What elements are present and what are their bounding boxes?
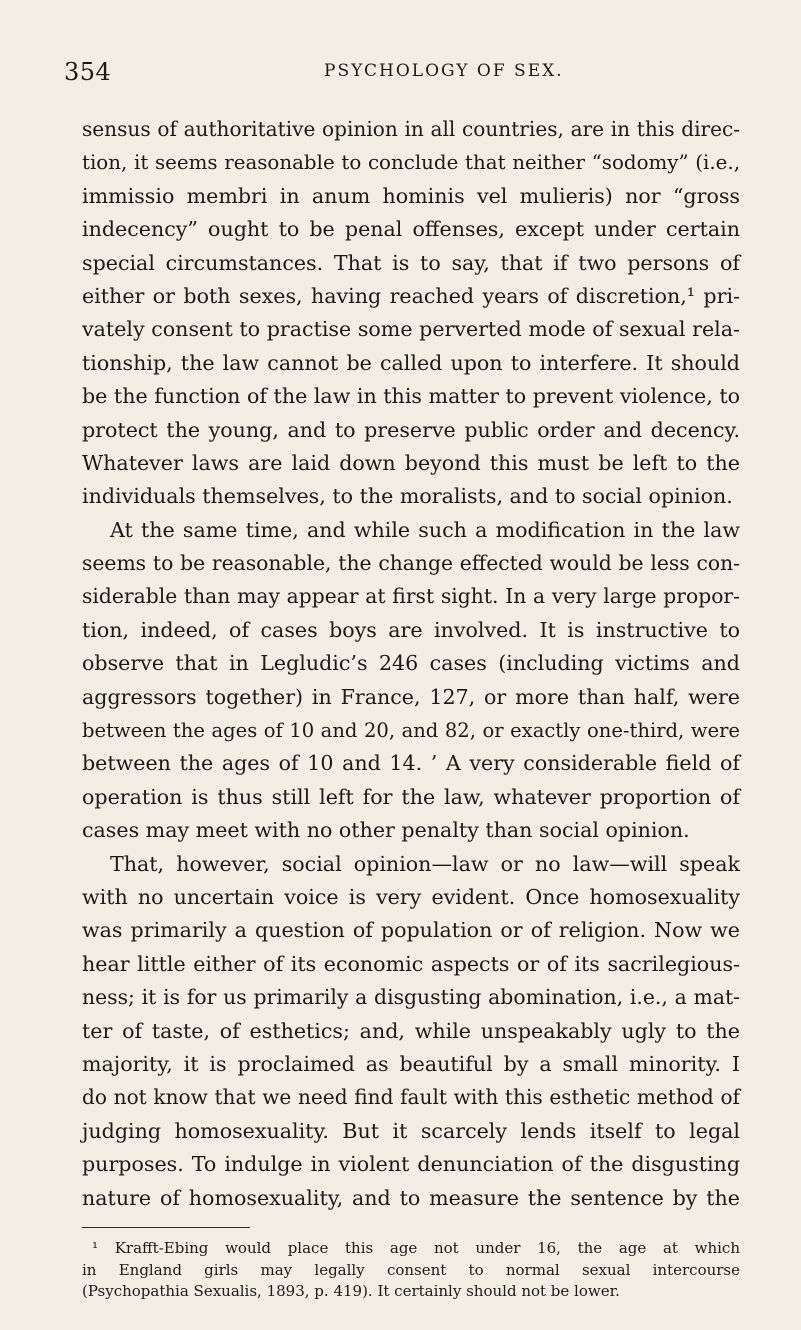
text-line: immissio membri in anum hominis vel mulieris) nor “gross: [82, 183, 740, 208]
text-line: seems to be reasonable, the change effected would be less con-: [82, 551, 740, 576]
text-line: ness; it is for us primarily a disgusting abomination, i.e., a mat-: [82, 985, 740, 1010]
footnote-line: ¹ Krafft-Ebing would place this age not under 16, the age at which: [92, 1239, 740, 1257]
text-line: do not know that we need find fault with this esthetic method of: [82, 1085, 740, 1110]
text-line: with no uncertain voice is very evident. Once homosexuality: [82, 884, 740, 909]
text-line: aggressors together) in France, 127, or more than half, were: [82, 684, 740, 709]
text-line: purposes. To indulge in violent denunciation of the disgusting: [82, 1152, 740, 1177]
paragraph-start: That, however, social opinion—law or no law—will speak: [110, 851, 740, 876]
text-line: Whatever laws are laid down beyond this must be left to the: [82, 450, 740, 475]
footnote-line: in England girls may legally consent to normal sexual intercourse: [82, 1260, 740, 1279]
text-line: hear little either of its economic aspects or of its sacrilegious-: [82, 951, 740, 976]
text-line: tionship, the law cannot be called upon to interfere. It should: [82, 350, 740, 375]
text-line: indecency” ought to be penal offenses, except under certain: [82, 217, 740, 242]
footnote-line: (Psychopathia Sexualis, 1893, p. 419). It certainly should not be lower.: [82, 1282, 620, 1300]
text-line: ter of taste, of esthetics; and, while unspeakably ugly to the: [82, 1018, 740, 1043]
text-line: between the ages of 10 and 20, and 82, or exactly one-third, were: [82, 719, 740, 743]
text-line: siderable than may appear at first sight. In a very large propor-: [82, 584, 740, 609]
text-line: protect the young, and to preserve public order and decency.: [82, 417, 740, 442]
running-title: PSYCHOLOGY OF SEX.: [324, 61, 564, 81]
footnote-divider: [82, 1227, 250, 1228]
text-line: operation is thus still left for the law, whatever proportion of: [82, 784, 740, 809]
text-line: either or both sexes, having reached years of discretion,¹ pri-: [82, 283, 740, 308]
paragraph-start: At the same time, and while such a modification in the law: [110, 517, 740, 542]
text-line: individuals themselves, to the moralists, and to social opinion.: [82, 484, 733, 509]
text-line: be the function of the law in this matter to prevent violence, to: [82, 384, 740, 409]
text-line: special circumstances. That is to say, that if two persons of: [82, 250, 740, 275]
text-line: was primarily a question of population or of religion. Now we: [82, 918, 740, 943]
text-line: vately consent to practise some perverted mode of sexual rela-: [82, 317, 740, 342]
text-line: between the ages of 10 and 14. ’ A very considerable field of: [82, 751, 740, 776]
text-line: tion, it seems reasonable to conclude that neither “sodomy” (i.e.,: [82, 151, 740, 175]
footnote: [82, 1238, 740, 1303]
body-text: [82, 113, 740, 1215]
running-head: [64, 58, 744, 88]
text-line: tion, indeed, of cases boys are involved. It is instructive to: [82, 617, 740, 642]
page-number: 354: [64, 58, 112, 86]
text-line: observe that in Legludic’s 246 cases (including victims and: [82, 651, 740, 676]
text-line: nature of homosexuality, and to measure the sentence by the: [82, 1185, 740, 1210]
text-line: cases may meet with no other penalty than social opinion.: [82, 818, 690, 843]
text-line: judging homosexuality. But it scarcely lends itself to legal: [82, 1118, 740, 1143]
text-line: majority, it is proclaimed as beautiful by a small minority. I: [82, 1051, 740, 1076]
text-line: sensus of authoritative opinion in all countries, are in this direc-: [82, 117, 740, 141]
